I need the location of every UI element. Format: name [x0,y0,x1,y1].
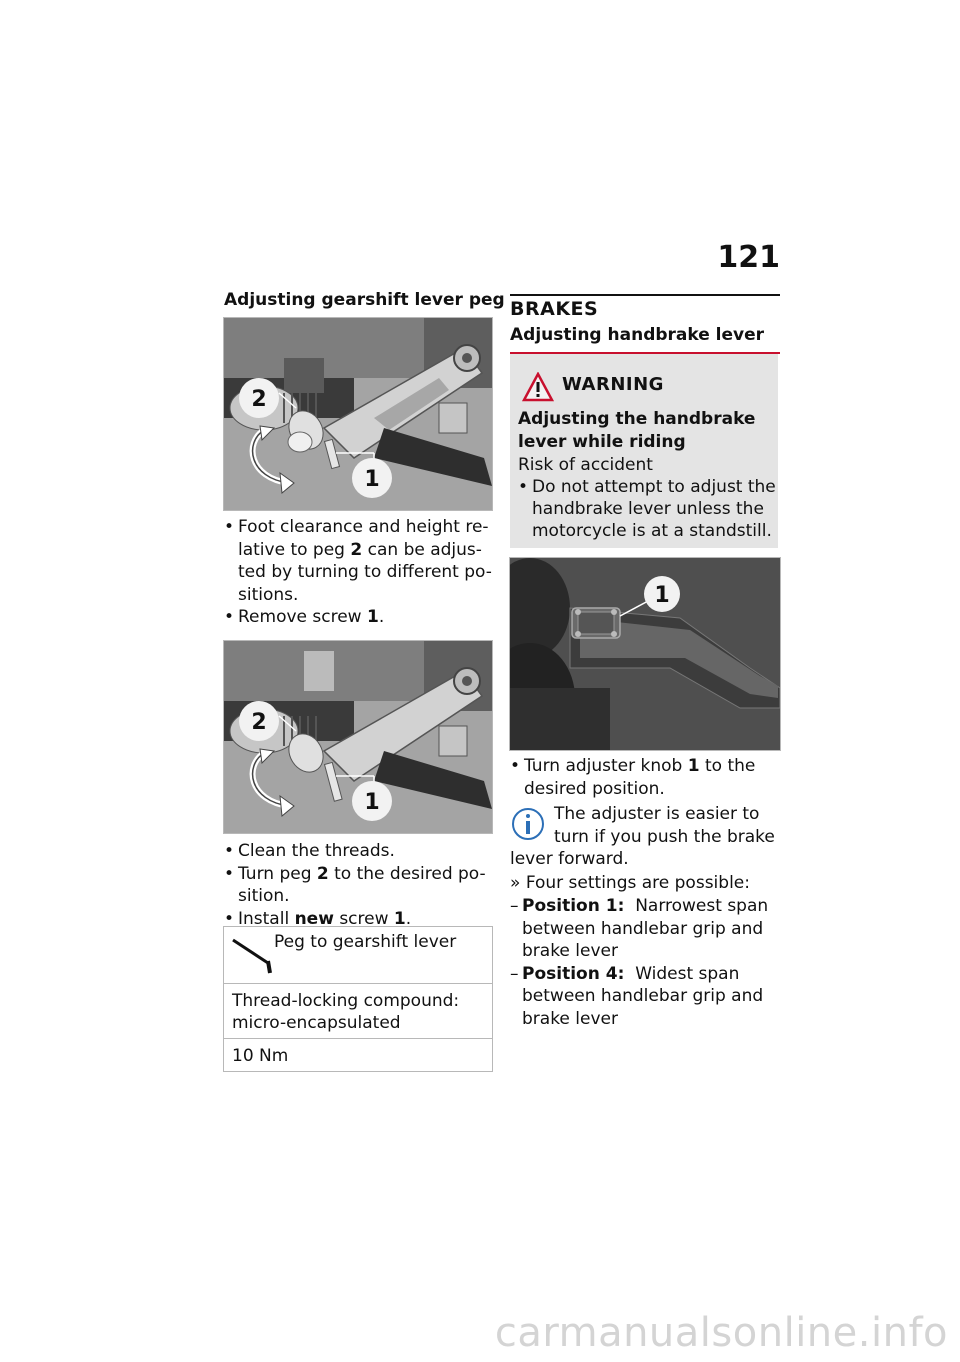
position-list [510,895,782,1030]
list-item: • Install new screw 1. [224,908,494,931]
section-title-brakes: BRAKES [510,298,599,320]
adjuster-label-1: 1 [654,583,670,608]
handbrake-lever-illustration [510,558,780,750]
steps-list-2 [224,840,494,930]
result-line: » Four settings are possible: [510,873,750,893]
warning-instruction: • Do not attempt to adjust the handbrake lever unless the motorcycle is at a standstill. [518,476,776,542]
handbrake-lever-figure [509,557,781,751]
screw-label-1: 1 [364,467,380,492]
warning-label: WARNING [562,374,664,395]
gearshift-peg-illustration [224,641,492,833]
handbrake-steps [510,755,782,800]
list-item: • Turn peg 2 to the desired po- sition. [224,863,494,908]
list-item: • Clean the threads. [224,840,494,863]
gearshift-peg-illustration [224,318,492,510]
peg-label-2: 2 [251,710,267,735]
peg-label-2: 2 [251,387,267,412]
steps-list-1 [224,516,494,629]
gearshift-peg-figure-2 [223,640,493,834]
wrench-icon [230,935,276,975]
torque-spec-table [223,926,493,1072]
list-item: • Foot clearance and height re- lative to peg 2 can be adjus- ted by turning to different po- sitions. [224,516,494,606]
list-item: • Turn adjuster knob 1 to the desired position. [510,755,782,800]
page-number: 121 [717,240,780,275]
section-rule [510,294,780,296]
info-note: The adjuster is easier to turn if you push the brake lever forward. [510,804,775,869]
position-item-1: – Position 1: Narrowest span between handlebar grip and brake lever [510,896,769,961]
warning-title: Adjusting the handbrake lever while riding [518,409,756,452]
warning-risk: Risk of accident [518,455,653,475]
watermark: carmanualsonline.info [494,1310,948,1356]
section-heading-gearshift: Adjusting gearshift lever peg [224,290,505,310]
warning-triangle-icon [522,372,554,402]
section-heading-handbrake: Adjusting handbrake lever [510,325,765,345]
position-item-4: – Position 4: Widest span between handlebar grip and brake lever [510,963,764,1029]
screw-label-1: 1 [364,790,380,815]
gearshift-peg-figure-1 [223,317,493,511]
warning-body [518,454,776,542]
spec-torque-row: 10 Nm [224,1038,492,1071]
spec-title: Peg to gearshift lever [274,932,457,952]
list-item: • Remove screw 1. [224,606,494,629]
spec-title-row [224,927,492,983]
spec-compound-row: Thread-locking compound: micro-encapsulated [224,983,492,1038]
result-arrow-icon: » [510,873,526,893]
